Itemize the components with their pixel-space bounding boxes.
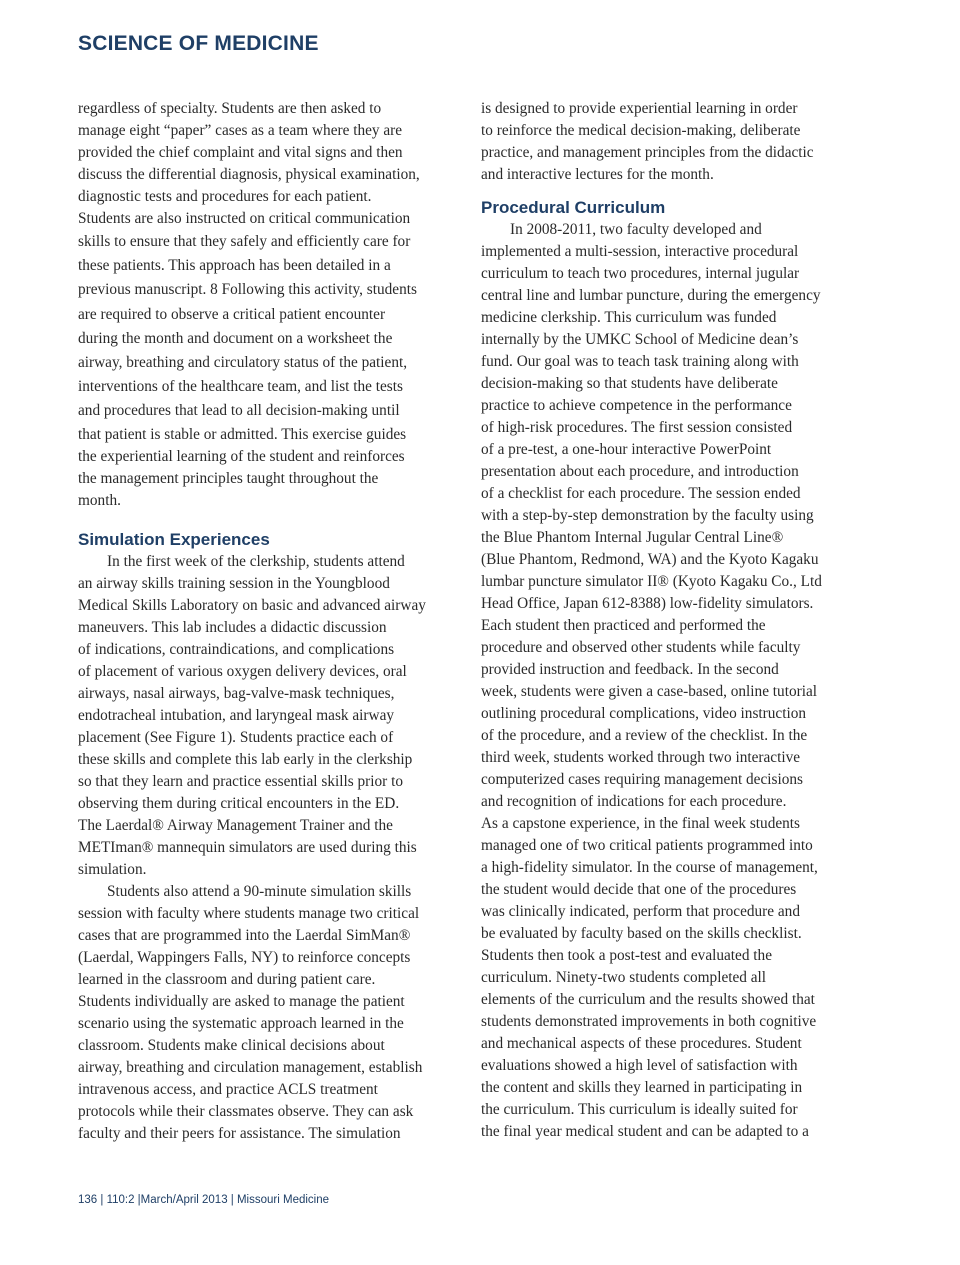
left-column	[78, 98, 468, 1145]
text-line: third week, students worked through two interactive	[481, 749, 801, 766]
text-line: Students are also instructed on critical communication	[78, 210, 411, 227]
text-line: Head Office, Japan 612-8388) low-fidelity simulators.	[481, 595, 814, 612]
text-line: airway, breathing and circulatory status of the patient,	[78, 354, 408, 372]
text-line: lumbar puncture simulator II® (Kyoto Kagaku Co., Ltd	[481, 573, 822, 590]
text-line: Students also attend a 90-minute simulation skills	[107, 882, 412, 900]
text-line: the Blue Phantom Internal Jugular Central Line®	[481, 529, 784, 546]
text-line: the student would decide that one of the procedures	[481, 881, 797, 898]
text-line: evaluations showed a high level of satisfaction with	[481, 1057, 798, 1074]
text-line: practice, and management principles from the didactic	[481, 144, 814, 161]
text-line: these skills and complete this lab early in the clerkship	[78, 750, 413, 768]
text-line: the experiential learning of the student and reinforces	[78, 447, 405, 465]
simulation-heading: Simulation Experiences	[78, 529, 270, 549]
text-line: METIman® mannequin simulators are used during this	[78, 838, 417, 856]
text-line: cases that are programmed into the Laerdal SimMan®	[78, 926, 411, 944]
text-line: internally by the UMKC School of Medicine dean’s	[481, 331, 799, 348]
intro-paragraph	[481, 98, 866, 186]
text-line: the final year medical student and can be adapted to a	[481, 1123, 809, 1140]
text-line: of a pre-test, a one-hour interactive PowerPoint	[481, 441, 772, 458]
text-line: and interactive lectures for the month.	[481, 166, 714, 183]
text-line: simulation.	[78, 860, 147, 878]
procedural-paragraph	[481, 219, 866, 1143]
text-line: placement (See Figure 1). Students practice each of	[78, 728, 394, 746]
text-line: the management principles taught throughout the	[78, 469, 379, 487]
page-footer: 136 | 110:2 |March/April 2013 | Missouri Medicine	[78, 1194, 330, 1206]
text-line: (Laerdal, Wappingers Falls, NY) to reinforce concepts	[78, 948, 411, 966]
text-line: to reinforce the medical decision-making, deliberate	[481, 122, 801, 139]
text-line: fund. Our goal was to teach task training along with	[481, 353, 799, 370]
text-line: of a checklist for each procedure. The session ended	[481, 485, 801, 502]
text-line: that patient is stable or admitted. This exercise guides	[78, 425, 407, 443]
text-line: skills to ensure that they safely and efficiently care for	[78, 233, 411, 250]
text-line: presentation about each procedure, and introduction	[481, 463, 799, 480]
text-line: curriculum. Ninety-two students completed all	[481, 969, 767, 986]
simulation-paragraph-2	[78, 881, 468, 1145]
text-line: decision-making so that students have deliberate	[481, 375, 778, 392]
text-line: regardless of specialty. Students are then asked to	[78, 100, 382, 117]
text-line: elements of the curriculum and the results showed that	[481, 991, 815, 1008]
text-line: during the month and document on a worksheet the	[78, 329, 393, 347]
text-line: central line and lumbar puncture, during the emergency	[481, 287, 821, 304]
text-line: The Laerdal® Airway Management Trainer and the	[78, 816, 393, 834]
text-line: is designed to provide experiential learning in order	[481, 100, 798, 117]
text-line: In the first week of the clerkship, students attend	[107, 552, 405, 570]
text-line: classroom. Students make clinical decisions about	[78, 1036, 385, 1054]
text-line: interventions of the healthcare team, and list the tests	[78, 378, 403, 396]
text-line: scenario using the systematic approach learned in the	[78, 1014, 404, 1032]
text-line: protocols while their classmates observe. They can ask	[78, 1102, 414, 1120]
text-line: maneuvers. This lab includes a didactic discussion	[78, 618, 387, 636]
text-line: In 2008-2011, two faculty developed and	[510, 221, 762, 238]
text-line: procedure and observed other students while faculty	[481, 639, 801, 656]
text-line: week, students were given a case-based, online tutorial	[481, 683, 817, 700]
text-line: and procedures that lead to all decision-making until	[78, 402, 400, 420]
text-line: these patients. This approach has been detailed in a	[78, 257, 391, 275]
text-line: be evaluated by faculty based on the skills checklist.	[481, 925, 802, 942]
text-line: airway, breathing and circulation management, establish	[78, 1058, 423, 1076]
text-line: session with faculty where students manage two critical	[78, 904, 420, 922]
text-line: previous manuscript. 8 Following this activity, students	[78, 281, 417, 299]
text-line: Each student then practiced and performed the	[481, 617, 766, 634]
text-line: Medical Skills Laboratory on basic and advanced airway	[78, 596, 426, 614]
text-line: are required to observe a critical patient encounter	[78, 305, 386, 323]
text-line: and mechanical aspects of these procedures. Student	[481, 1035, 802, 1052]
text-line: provided instruction and feedback. In the second	[481, 661, 779, 678]
text-line: students demonstrated improvements in both cognitive	[481, 1013, 817, 1030]
text-line: computerized cases requiring management decisions	[481, 771, 803, 788]
text-line: faculty and their peers for assistance. The simulation	[78, 1124, 401, 1142]
text-line: a high-fidelity simulator. In the course of management,	[481, 859, 818, 876]
text-line: provided the chief complaint and vital signs and then	[78, 144, 403, 161]
text-line: observing them during critical encounters in the ED.	[78, 794, 400, 812]
text-line: outlining procedural complications, video instruction	[481, 705, 806, 722]
text-line: airways, nasal airways, bag-valve-mask techniques,	[78, 684, 395, 702]
text-line: managed one of two critical patients programmed into	[481, 837, 813, 854]
intro-paragraph	[78, 98, 468, 512]
text-line: diagnostic tests and procedures for each patient.	[78, 188, 372, 205]
text-line: of indications, contraindications, and complications	[78, 640, 395, 658]
text-line: was clinically indicated, perform that procedure and	[481, 903, 800, 920]
text-line: medicine clerkship. This curriculum was funded	[481, 309, 777, 326]
text-line: of the procedure, and a review of the checklist. In the	[481, 727, 808, 744]
right-column	[481, 98, 866, 1143]
text-line: (Blue Phantom, Redmond, WA) and the Kyoto Kagaku	[481, 551, 819, 568]
text-line: As a capstone experience, in the final week students	[481, 815, 800, 832]
text-line: practice to achieve competence in the performance	[481, 397, 792, 414]
text-line: so that they learn and practice essential skills prior to	[78, 772, 403, 790]
text-line: of high-risk procedures. The first session consisted	[481, 419, 793, 436]
text-line: curriculum to teach two procedures, internal jugular	[481, 265, 800, 282]
text-line: implemented a multi-session, interactive procedural	[481, 243, 799, 260]
text-line: Students individually are asked to manage the patient	[78, 992, 405, 1010]
text-line: with a step-by-step demonstration by the faculty using	[481, 507, 814, 524]
text-line: learned in the classroom and during patient care.	[78, 970, 376, 988]
text-line: of placement of various oxygen delivery devices, oral	[78, 662, 407, 680]
text-line: an airway skills training session in the Youngblood	[78, 574, 390, 592]
text-line: Students then took a post-test and evaluated the	[481, 947, 772, 964]
text-line: and recognition of indications for each procedure.	[481, 793, 787, 810]
text-line: endotracheal intubation, and laryngeal mask airway	[78, 706, 395, 724]
text-line: the curriculum. This curriculum is ideally suited for	[481, 1101, 798, 1118]
section-title: SCIENCE OF MEDICINE	[78, 32, 319, 55]
text-line: intravenous access, and practice ACLS treatment	[78, 1080, 378, 1098]
procedural-heading: Procedural Curriculum	[481, 198, 666, 217]
text-line: month.	[78, 491, 121, 509]
text-line: discuss the differential diagnosis, physical examination,	[78, 166, 420, 183]
text-line: manage eight “paper” cases as a team where they are	[78, 122, 403, 139]
simulation-paragraph-1	[78, 551, 468, 881]
text-line: the content and skills they learned in participating in	[481, 1079, 803, 1096]
